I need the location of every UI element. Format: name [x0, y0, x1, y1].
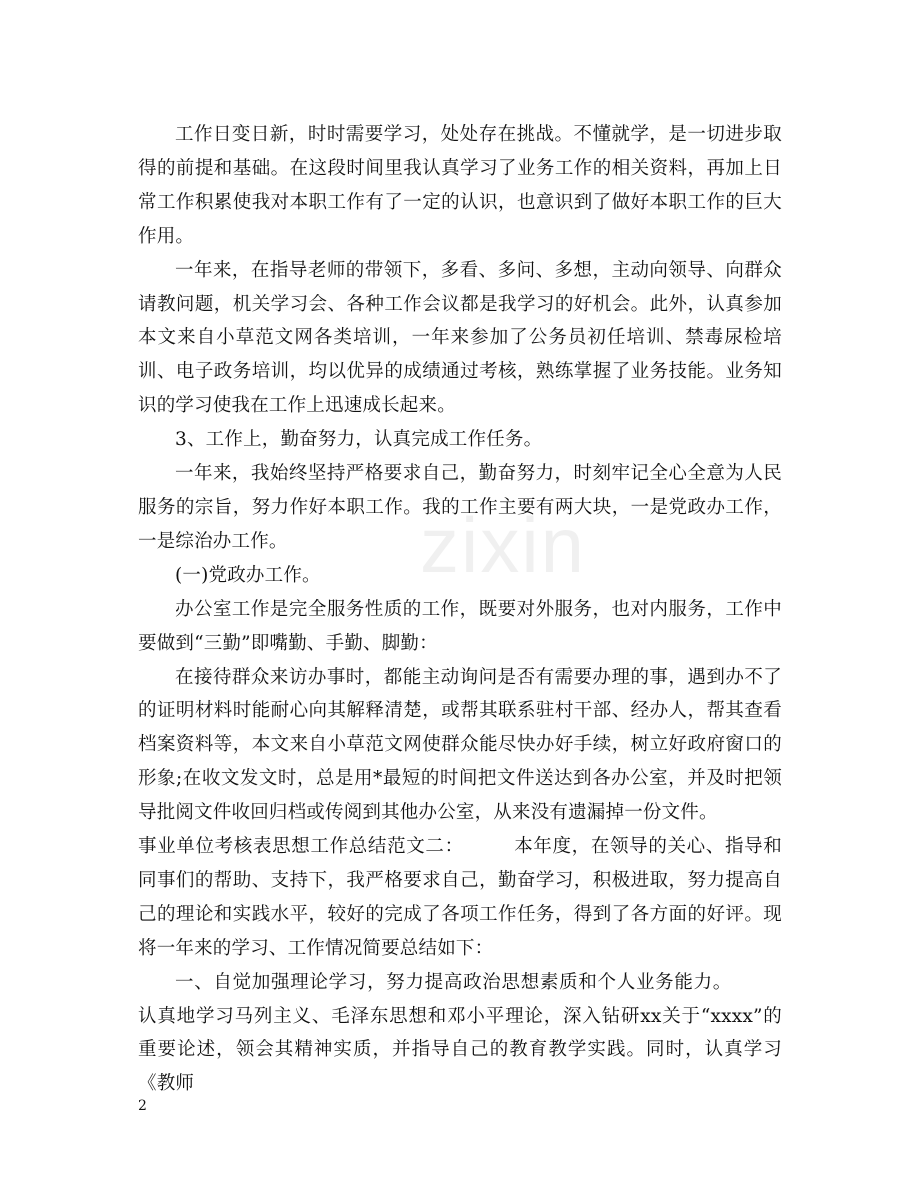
page-number: 2	[138, 1098, 147, 1114]
paragraph-3: 3、工作上，勤奋努力，认真完成工作任务。	[175, 429, 543, 451]
section-2-paragraph	[138, 830, 782, 966]
document-body	[138, 118, 782, 1101]
paragraph-7: 在接待群众来访办事时，都能主动询问是否有需要办理的事，遇到办不了的证明材料时能耐心向其解释清楚，或帮其联系驻村干部、经办人，帮其查看档案资料等，本文来自小草范文网使群众能尽快办好手续，树立好政府窗口的形象;在收文发文时，总是用*最短的时间把文件送达到各办公室，并及时把领导批阅文件收回归档或传阅到其他办公室，从来没有遗漏掉一份文件。	[138, 666, 782, 824]
paragraph-1: 工作日变日新，时时需要学习，处处存在挑战。不懂就学，是一切进步取得的前提和基础。在这段时间里我认真学习了业务工作的相关资料，再加上日常工作积累使我对本职工作有了一定的认识，也意识到了做好本职工作的巨大作用。	[138, 124, 782, 247]
point-1-paragraph	[138, 966, 782, 1102]
section-2-title: 事业单位考核表思想工作总结范文二：	[138, 836, 464, 858]
paragraph-5: (一)党政办工作。	[175, 564, 321, 586]
point-1-body: 认真地学习马列主义、毛泽东思想和邓小平理论，深入钻研xx关于“xxxx”的重要论述，领会其精神实质，并指导自己的教育教学实践。同时，认真学习《教师	[138, 1005, 782, 1095]
paragraph-2: 一年来，在指导老师的带领下，多看、多问、多想，主动向领导、向群众请教问题，机关学习会、各种工作会议都是我学习的好机会。此外，认真参加本文来自小草范文网各类培训，一年来参加了公务员初任培训、禁毒尿检培训、电子政务培训，均以优异的成绩通过考核，熟练掌握了业务技能。业务知识的学习使我在工作上迅速成长起来。	[138, 259, 782, 417]
section-2-body: 本年度，在领导的关心、指导和同事们的帮助、支持下，我严格要求自己，勤奋学习，积极进取，努力提高自己的理论和实践水平，较好的完成了各项工作任务，得到了各方面的好评。现将一年来的学习、工作情况简要总结如下：	[138, 836, 782, 959]
paragraph-6: 办公室工作是完全服务性质的工作，既要对外服务，也对内服务，工作中要做到“三勤”即嘴勤、手勤、脚勤：	[138, 598, 782, 654]
watermark: zixin	[420, 501, 587, 589]
paragraph-4: 一年来，我始终坚持严格要求自己，勤奋努力，时刻牢记全心全意为人民服务的宗旨，努力作好本职工作。我的工作主要有两大块，一是党政办工作，一是综治办工作。	[138, 463, 782, 552]
point-1-heading: 一、自觉加强理论学习，努力提高政治思想素质和个人业务能力。	[175, 971, 732, 993]
